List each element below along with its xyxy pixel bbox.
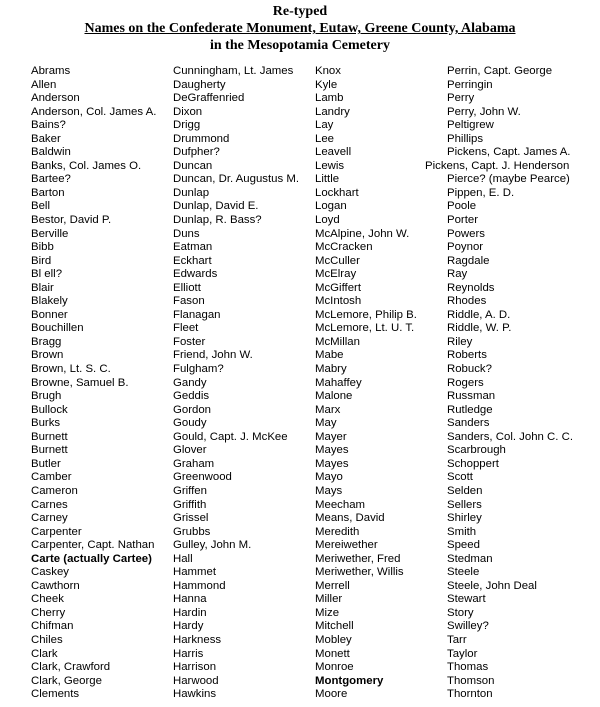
name-entry: Brown (31, 349, 64, 362)
name-entry: Phillips (447, 132, 484, 145)
name-entry: Hawkins (173, 688, 217, 701)
name-entry: Dunlap, David E. (173, 200, 259, 213)
name-entry: DeGraffenried (173, 92, 245, 105)
name-entry: Steele, John Deal (447, 579, 537, 592)
name-entry: Camber (31, 471, 72, 484)
names-column-1 (31, 65, 156, 702)
name-entry: Baker (31, 132, 61, 145)
name-entry: Mabe (315, 349, 344, 362)
names-column-3 (315, 65, 417, 702)
name-entry: Sanders (447, 417, 490, 430)
name-entry: Means, David (315, 512, 385, 525)
name-entry: Moore (315, 688, 348, 701)
name-entry: McIntosh (315, 295, 362, 308)
name-entry: Brugh (31, 390, 62, 403)
name-entry: Bell (31, 200, 50, 213)
name-entry: Bartee? (31, 173, 71, 186)
name-entry: Eatman (173, 241, 213, 254)
name-entry: Blakely (31, 295, 68, 308)
name-entry: McMillan (315, 335, 360, 348)
name-entry: Browne, Samuel B. (31, 376, 129, 389)
name-entry: Meecham (315, 498, 366, 511)
name-entry: Fleet (173, 322, 199, 335)
name-entry: Duncan, Dr. Augustus M. (173, 173, 299, 186)
name-entry: Russman (447, 390, 496, 403)
name-entry: Ray (447, 268, 468, 281)
name-entry: Gordon (173, 403, 211, 416)
name-entry: Kyle (315, 78, 338, 91)
name-entry: Sanders, Col. John C. C. (447, 430, 573, 443)
name-entry: Harris (173, 647, 204, 660)
name-entry: Geddis (173, 390, 210, 403)
name-entry: Drigg (173, 119, 201, 132)
name-entry: Lee (315, 132, 335, 145)
name-entry: Bains? (31, 119, 66, 132)
name-entry: Gulley, John M. (173, 539, 252, 552)
name-entry: Blair (31, 281, 54, 294)
name-entry: Bestor, David P. (31, 214, 112, 227)
name-entry: Little (315, 173, 340, 186)
name-entry: Montgomery (315, 674, 384, 687)
name-entry: Bullock (31, 403, 68, 416)
name-entry: Stedman (447, 552, 493, 565)
name-entry: Clark, George (31, 674, 102, 687)
name-entry: Mayo (315, 471, 343, 484)
name-entry: Landry (315, 105, 350, 118)
name-entry: Bonner (31, 308, 68, 321)
names-column-2 (173, 65, 299, 702)
name-entry: Carpenter (31, 525, 82, 538)
header-retyped: Re-typed (272, 4, 328, 19)
name-entry: Knox (315, 65, 341, 77)
name-entry: Bouchillen (31, 322, 84, 335)
name-entry: Roberts (447, 349, 487, 362)
name-entry: Loyd (315, 214, 340, 227)
name-entry: Clark, Crawford (31, 661, 111, 674)
name-entry: Mitchell (315, 620, 354, 633)
name-entry: Peltigrew (447, 119, 494, 132)
name-entry: Riddle, A. D. (447, 308, 511, 321)
name-entry: Speed (447, 539, 480, 552)
name-entry: McGiffert (315, 281, 361, 294)
name-entry: Chiles (31, 633, 63, 646)
name-entry: Mayer (315, 430, 347, 443)
name-entry: Riley (447, 335, 473, 348)
name-entry: Reynolds (447, 281, 495, 294)
name-entry: Friend, John W. (173, 349, 253, 362)
name-entry: Hanna (173, 593, 207, 606)
name-entry: Scott (447, 471, 473, 484)
name-entry: Pippen, E. D. (447, 186, 515, 199)
name-entry: Bl ell? (31, 268, 63, 281)
name-entry: Harrison (173, 661, 217, 674)
name-entry: Burnett (31, 430, 68, 443)
name-entry: Dunlap, R. Bass? (173, 214, 262, 227)
name-entry: Pierce? (maybe Pearce) (447, 173, 570, 186)
name-entry: Hardin (173, 606, 207, 619)
name-entry: Story (447, 606, 474, 619)
document-header (0, 3, 600, 54)
name-entry: Carnes (31, 498, 68, 511)
name-entry: Bragg (31, 335, 62, 348)
name-entry: Cameron (31, 484, 78, 497)
name-entry: Pickens, Capt. J. Henderson (425, 159, 570, 172)
name-entry: Monroe (315, 661, 354, 674)
name-entry: Berville (31, 227, 69, 240)
name-entry: Goudy (173, 417, 207, 430)
name-entry: Eckhart (173, 254, 212, 267)
name-entry: Shirley (447, 512, 482, 525)
name-entry: Daugherty (173, 78, 226, 91)
name-entry: Clements (31, 688, 80, 701)
name-entry: Mize (315, 606, 340, 619)
name-entry: Caskey (31, 566, 69, 579)
name-entry: Chifman (31, 620, 74, 633)
name-entry: Gandy (173, 376, 207, 389)
name-entry: Flanagan (173, 308, 221, 321)
header-cemetery: in the Mesopotamia Cemetery (209, 38, 390, 53)
name-entry: Butler (31, 457, 61, 470)
name-entry: Pickens, Capt. James A. (447, 146, 571, 159)
name-entry: Fason (173, 295, 205, 308)
names-list (0, 65, 600, 705)
name-entry: Grubbs (173, 525, 211, 538)
name-entry: Steele (447, 566, 480, 579)
name-entry: Mabry (315, 363, 347, 376)
name-entry: Graham (173, 457, 215, 470)
name-entry: Carte (actually Cartee) (31, 552, 152, 565)
name-entry: Hammond (173, 579, 226, 592)
name-entry: Rhodes (447, 295, 487, 308)
name-entry: Scarbrough (447, 444, 506, 457)
name-entry: Lewis (315, 159, 345, 172)
name-entry: Selden (447, 484, 483, 497)
name-entry: Anderson, Col. James A. (31, 105, 157, 118)
name-entry: Mayes (315, 457, 349, 470)
name-entry: Hall (173, 552, 193, 565)
names-column-4 (425, 65, 600, 702)
name-entry: Taylor (447, 647, 478, 660)
name-entry: Robuck? (447, 363, 492, 376)
name-entry: Cherry (31, 606, 66, 619)
name-entry: Clark (31, 647, 58, 660)
name-entry: Banks, Col. James O. (31, 159, 142, 172)
name-entry: Meriwether, Fred (315, 552, 401, 565)
name-entry: Smith (447, 525, 477, 538)
name-entry: Leavell (315, 146, 352, 159)
name-entry: Bird (31, 254, 52, 267)
name-entry: May (315, 417, 337, 430)
name-entry: Griffen (173, 484, 207, 497)
name-entry: Greenwood (173, 471, 232, 484)
name-entry: Swilley? (447, 620, 489, 633)
name-entry: Burks (31, 417, 61, 430)
name-entry: Riddle, W. P. (447, 322, 512, 335)
name-entry: Barton (31, 186, 65, 199)
name-entry: Drummond (173, 132, 230, 145)
name-entry: Rutledge (447, 403, 493, 416)
name-entry: Rogers (447, 376, 484, 389)
name-entry: Perringin (447, 78, 493, 91)
name-entry: Thomson (447, 674, 495, 687)
name-entry: Lamb (315, 92, 344, 105)
name-entry: Elliott (173, 281, 201, 294)
name-entry: Bibb (31, 241, 54, 254)
name-entry: Dufpher? (173, 146, 220, 159)
name-entry: Foster (173, 335, 206, 348)
name-entry: Duns (173, 227, 200, 240)
name-entry: Mereiwether (315, 539, 378, 552)
name-entry: Hardy (173, 620, 204, 633)
name-entry: Lockhart (315, 186, 359, 199)
name-entry: Cunningham, Lt. James (173, 65, 294, 77)
name-entry: Duncan (173, 159, 213, 172)
name-entry: McAlpine, John W. (315, 227, 410, 240)
name-entry: Schoppert (447, 457, 499, 470)
name-entry: Porter (447, 214, 479, 227)
name-entry: Baldwin (31, 146, 71, 159)
name-entry: Cheek (31, 593, 64, 606)
name-entry: Mahaffey (315, 376, 362, 389)
name-entry: Marx (315, 403, 341, 416)
name-entry: McCracken (315, 241, 373, 254)
name-entry: Thomas (447, 661, 489, 674)
name-entry: Cawthorn (31, 579, 80, 592)
name-entry: Ragdale (447, 254, 490, 267)
name-entry: Gould, Capt. J. McKee (173, 430, 288, 443)
name-entry: Perrin, Capt. George (447, 65, 553, 77)
name-entry: Merrell (315, 579, 350, 592)
name-entry: Stewart (447, 593, 486, 606)
name-entry: Perry (447, 92, 475, 105)
name-entry: Harwood (173, 674, 219, 687)
name-entry: Malone (315, 390, 353, 403)
name-entry: Sellers (447, 498, 482, 511)
name-entry: Abrams (31, 65, 71, 77)
name-entry: Dunlap (173, 186, 210, 199)
name-entry: Dixon (173, 105, 203, 118)
name-entry: Grissel (173, 512, 209, 525)
name-entry: Glover (173, 444, 207, 457)
name-entry: Fulgham? (173, 363, 224, 376)
name-entry: Brown, Lt. S. C. (31, 363, 111, 376)
name-entry: Monett (315, 647, 350, 660)
name-entry: Powers (447, 227, 485, 240)
name-entry: Logan (315, 200, 347, 213)
name-entry: McElray (315, 268, 357, 281)
name-entry: Mays (315, 484, 343, 497)
name-entry: Burnett (31, 444, 68, 457)
name-entry: McCuller (315, 254, 360, 267)
name-entry: Meredith (315, 525, 360, 538)
name-entry: Mobley (315, 633, 352, 646)
name-entry: Allen (31, 78, 57, 91)
name-entry: Poynor (447, 241, 484, 254)
name-entry: McLemore, Lt. U. T. (315, 322, 415, 335)
name-entry: McLemore, Philip B. (315, 308, 417, 321)
name-entry: Meriwether, Willis (315, 566, 404, 579)
name-entry: Poole (447, 200, 477, 213)
name-entry: Tarr (447, 633, 467, 646)
name-entry: Edwards (173, 268, 218, 281)
name-entry: Carpenter, Capt. Nathan (31, 539, 155, 552)
name-entry: Carney (31, 512, 68, 525)
name-entry: Griffith (173, 498, 207, 511)
name-entry: Anderson (31, 92, 80, 105)
name-entry: Thornton (447, 688, 493, 701)
name-entry: Mayes (315, 444, 349, 457)
name-entry: Miller (315, 593, 343, 606)
name-entry: Hammet (173, 566, 217, 579)
header-title: Names on the Confederate Monument, Eutaw, Greene County, Alabama (84, 21, 516, 36)
name-entry: Perry, John W. (447, 105, 521, 118)
name-entry: Harkness (173, 633, 222, 646)
name-entry: Lay (315, 119, 334, 132)
